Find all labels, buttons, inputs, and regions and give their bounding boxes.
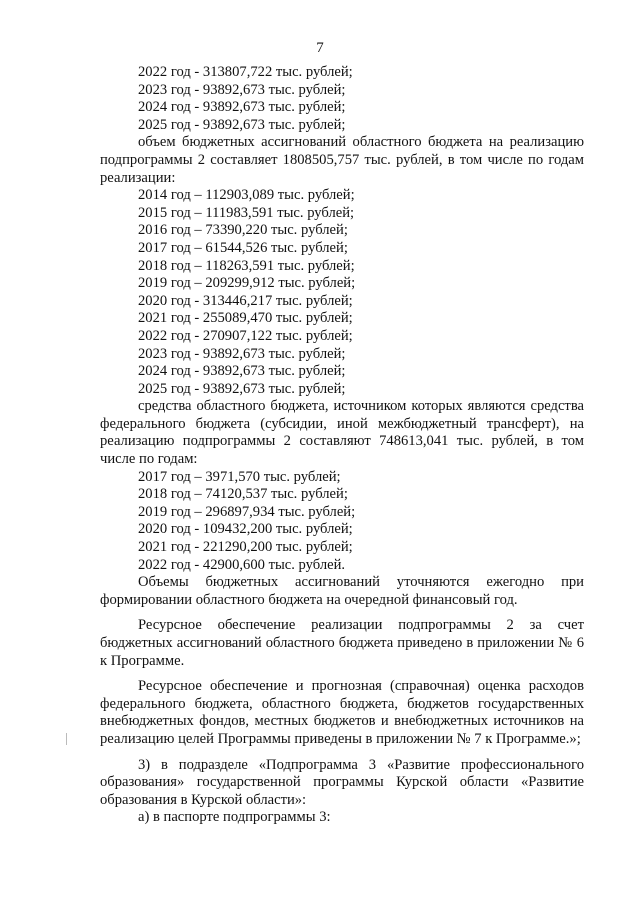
year-line: 2020 год - 109432,200 тыс. рублей;	[138, 521, 353, 538]
document-body	[100, 64, 584, 827]
year-line: 2022 год - 313807,722 тыс. рублей;	[138, 64, 353, 80]
volume-paragraph: объем бюджетных ассигнований областного бюджета на реализацию подпрограммы 2 составляет 1808505,757 тыс. рублей, в том числе по годам реализации:	[100, 134, 584, 186]
year-line: 2022 год - 270907,122 тыс. рублей;	[138, 327, 353, 344]
year-line: 2017 год – 61544,526 тыс. рублей;	[138, 239, 348, 256]
year-line: 2023 год - 93892,673 тыс. рублей;	[138, 81, 346, 98]
year-line: 2022 год - 42900,600 тыс. рублей.	[138, 556, 346, 573]
federal-years-list	[100, 469, 584, 575]
page-number: 7	[316, 40, 324, 56]
resource-paragraph-2: Ресурсное обеспечение и прогнозная (справочная) оценка расходов федерального бюджета, областного бюджета, бюджетов государственных внебюджетных фондов, местных бюджетов и внебюджетных источников на реализацию целей Программы приведены в приложении № 7 к Программе.»;	[100, 678, 584, 747]
year-line: 2020 год - 313446,217 тыс. рублей;	[138, 292, 353, 309]
refine-paragraph: Объемы бюджетных ассигнований уточняются ежегодно при формировании областного бюджета на очередной финансовый год.	[100, 574, 584, 608]
top-years-list	[100, 64, 584, 134]
year-line: 2019 год – 209299,912 тыс. рублей;	[138, 275, 356, 292]
subsection-3-paragraph: 3) в подразделе «Подпрограмма 3 «Развитие профессионального образования» государственной программы Курской области «Развитие образования в Курской области»:	[100, 756, 584, 808]
year-line: 2017 год – 3971,570 тыс. рублей;	[138, 468, 341, 485]
year-line: 2021 год - 221290,200 тыс. рублей;	[138, 539, 353, 556]
year-line: 2021 год - 255089,470 тыс. рублей;	[138, 310, 353, 327]
year-line: 2015 год – 111983,591 тыс. рублей;	[138, 204, 355, 221]
volume-years-list	[100, 187, 584, 398]
year-line: 2025 год - 93892,673 тыс. рублей;	[138, 380, 346, 397]
year-line: 2018 год – 74120,537 тыс. рублей;	[138, 486, 348, 503]
year-line: 2024 год - 93892,673 тыс. рублей;	[138, 99, 346, 116]
year-line: 2023 год - 93892,673 тыс. рублей;	[138, 345, 346, 362]
margin-mark	[66, 733, 67, 745]
passport-paragraph: а) в паспорте подпрограммы 3:	[138, 809, 331, 826]
resource-paragraph-1: Ресурсное обеспечение реализации подпрограммы 2 за счет бюджетных ассигнований областного бюджета приведено в приложении № 6 к Программе.	[100, 617, 584, 669]
year-line: 2018 год – 118263,591 тыс. рублей;	[138, 257, 355, 274]
year-line: 2014 год – 112903,089 тыс. рублей;	[138, 187, 355, 204]
year-line: 2024 год - 93892,673 тыс. рублей;	[138, 363, 346, 380]
year-line: 2016 год – 73390,220 тыс. рублей;	[138, 222, 348, 239]
year-line: 2019 год – 296897,934 тыс. рублей;	[138, 503, 356, 520]
year-line: 2025 год - 93892,673 тыс. рублей;	[138, 116, 346, 133]
federal-paragraph: средства областного бюджета, источником которых являются средства федерального бюджета (субсидии, иной межбюджетный трансферт), на реализацию подпрограммы 2 составляют 748613,041 тыс. рублей, в том числе по годам:	[100, 398, 584, 468]
